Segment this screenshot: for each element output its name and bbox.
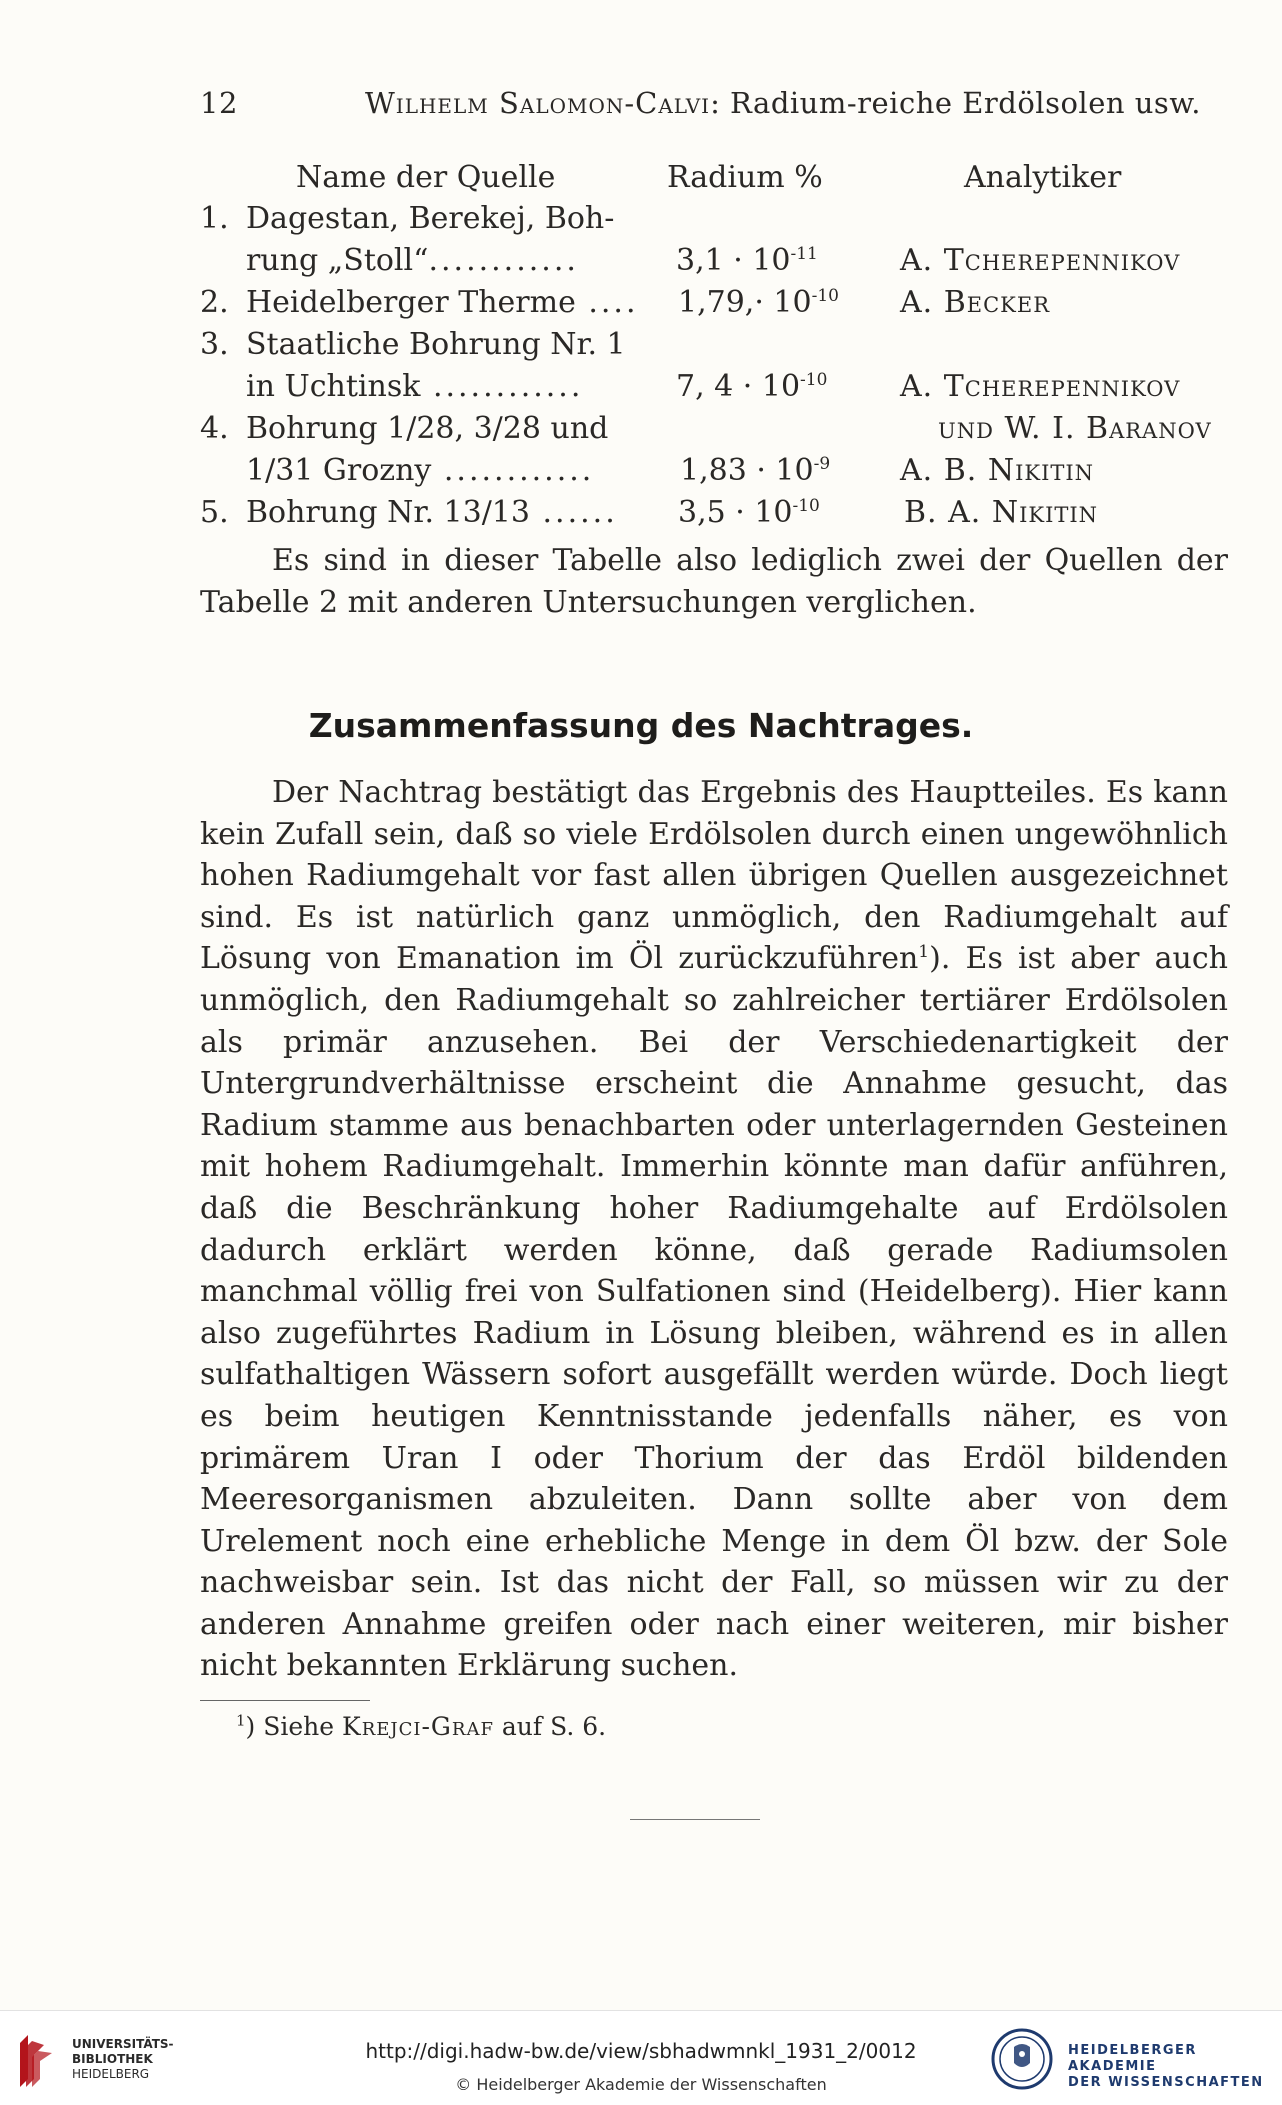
analyst: B. A. Nikitin [904, 495, 1099, 530]
radium-value: $1,83 \cdot 10^{-9}$ [680, 453, 831, 488]
table-remark: Es sind in dieser Tabelle also lediglich zwei der Quellen der Tabelle 2 mit anderen Untersuchungen verglichen. [200, 543, 1228, 620]
header-title: : Radium-reiche Erdölsolen usw. [710, 86, 1201, 120]
row-number: 2. [200, 285, 229, 320]
radium-value: 7, $4 \cdot 10^{-10}$ [676, 369, 828, 404]
row-number: 3. [200, 327, 229, 362]
scanned-page: 12 Wilhelm Salomon-Calvi: Radium-reiche Erdölsolen usw. Name der Quelle Radium % Analytiker 1. Dagestan, Berekej, Boh- rung „Stoll“............ $3,1 \cdot 10^{-11}$ A. Tcherepennikov 2. Heidelberger Therme .... $1,79,\cdot 10^{-10}$ A. Becker 3. Staatliche Bohrung Nr. 1 in Uchtinsk ............ 7, $4 \cdot 10^{-10}$ A. Tcherepennikov 4. Bohrung 1/28, 3/28 und und W. I. Baranov 1/31 Grozny ............ $1,83 \cdot 10^{-9}$ A. B. Nikitin 5. Bohrung Nr. 13/13 ...... $3,5 \cdot 10^{-10}$ B. A. Nikitin Es sind in dieser Tabelle also lediglich zwei der Quellen der Tabelle 2 mit anderen Untersuchungen verglichen. Zusammenfassung des Nachtrages. Der Nachtrag bestätigt das Ergebnis des Hauptteiles. Es kann kein Zufall sein, daß so viele Erdölsolen durch einen ungewöhnlich hohen Radiumgehalt vor fast allen übrigen Quellen ausgezeichnet sind. Es ist natürlich ganz unmöglich, den Radiumgehalt auf Lösung von Emanation im Öl zurückzuführen$^1$). Es ist aber auch unmöglich, den Radiumgehalt so zahlreicher tertiärer Erdölsolen als primär anzusehen. Bei der Verschiedenartigkeit der Untergrundverhältnisse erscheint die Annahme gesucht, das Radium stamme aus benachbarten oder unterlagernden Gesteinen mit hohem Radiumgehalt. Immerhin könnte man dafür anführen, daß die Beschränkung hoher Radiumgehalte auf Erdölsolen dadurch erklärt werden könne, daß gerade Radiumsolen manchmal völlig frei von Sulfationen sind (Heidelberg). Hier kann also zugeführtes Radium in Lösung bleiben, während es in allen sulfathaltigen Wässern sofort ausgefällt werden würde. Doch liegt es beim heutigen Kenntnisstande jedenfalls näher, es von primärem Uran I oder Thorium der das Erdöl bildenden Meeresorganismen abzuleiten. Dann sollte aber von dem Urelement noch eine erhebliche Menge in dem Öl bzw. der Sole nachweisbar sein. Ist das nicht der Fall, so müssen wir zu der anderen Annahme greifen oder nach einer weiteren, mir bisher nicht bekannten Erklärung suchen. $^1$) Siehe Krejci-Graf auf S. 6. [0, 0, 1282, 2010]
source-name: Staatliche Bohrung Nr. 1 [246, 327, 626, 362]
analyst-cont: und W. I. Baranov [938, 411, 1212, 446]
decorative-rule [630, 1819, 760, 1820]
academy-seal-logo-icon[interactable] [990, 2027, 1054, 2091]
running-title [365, 86, 1201, 120]
header-author: Wilhelm Salomon-Calvi [365, 86, 711, 120]
row-number: 4. [200, 411, 229, 446]
source-name: Dagestan, Berekej, Boh- [246, 201, 615, 236]
analyst: A. B. Nikitin [900, 453, 1095, 488]
source-name: Bohrung 1/28, 3/28 und [246, 411, 609, 446]
source-name-cont: in Uchtinsk [246, 369, 421, 404]
analyst: A. Becker [900, 285, 1051, 320]
page-number: 12 [200, 86, 238, 120]
copyright-notice: © Heidelberger Akademie der Wissenschaften [455, 2075, 827, 2094]
footnote-rule [200, 1700, 370, 1701]
radium-value: $3,1 \cdot 10^{-11}$ [676, 243, 818, 278]
col-header-analyst: Analytiker [964, 160, 1122, 195]
section-heading: Zusammenfassung des Nachtrages. [308, 706, 974, 745]
row-number: 1. [200, 201, 229, 236]
source-name: Bohrung Nr. 13/13 [246, 495, 530, 530]
viewer-footer [0, 2010, 1282, 2105]
source-name-cont: rung „Stoll“ [246, 243, 429, 278]
row-number: 5. [200, 495, 229, 530]
radium-value: $1,79,\cdot 10^{-10}$ [678, 285, 839, 320]
university-library-name[interactable]: UNIVERSITÄTS- BIBLIOTHEK HEIDELBERG [72, 2037, 174, 2081]
footnote-author: Krejci-Graf [342, 1712, 494, 1741]
academy-name[interactable]: HEIDELBERGER AKADEMIE DER WISSENSCHAFTEN [1068, 2043, 1264, 2090]
running-header [200, 86, 1201, 126]
source-name: Heidelberger Therme [246, 285, 576, 320]
analyst: A. Tcherepennikov [900, 369, 1181, 404]
body-paragraph: Der Nachtrag bestätigt das Ergebnis des Hauptteiles. Es kann kein Zufall sein, daß so viele Erdölsolen durch einen ungewöhnlich hohen Radiumgehalt vor fast allen übrigen Quellen ausgezeichnet sind. Es ist natürlich ganz unmöglich, den Radiumgehalt auf Lösung von Emanation im Öl zurückzuführen$^1$). Es ist aber auch unmöglich, den Radiumgehalt so zahlreicher tertiärer Erdölsolen als primär anzusehen. Bei der Verschiedenartigkeit der Untergrundverhältnisse erscheint die Annahme gesucht, das Radium stamme aus benachbarten oder unterlagernden Gesteinen mit hohem Radiumgehalt. Immerhin könnte man dafür anführen, daß die Beschränkung hoher Radiumgehalte auf Erdölsolen dadurch erklärt werden könne, daß gerade Radiumsolen manchmal völlig frei von Sulfationen sind (Heidelberg). Hier kann also zugeführtes Radium in Lösung bleiben, während es in allen sulfathaltigen Wässern sofort ausgefällt werden würde. Doch liegt es beim heutigen Kenntnisstande jedenfalls näher, es von primärem Uran I oder Thorium der das Erdöl bildenden Meeresorganismen abzuleiten. Dann sollte aber von dem Urelement noch eine erhebliche Menge in dem Öl bzw. der Sole nachweisbar sein. Ist das nicht der Fall, so müssen wir zu der anderen Annahme greifen oder nach einer weiteren, mir bisher nicht bekannten Erklärung suchen. [200, 775, 1228, 1684]
document-url-link[interactable]: http://digi.hadw-bw.de/view/sbhadwmnkl_1931_2/0012 [365, 2039, 917, 2063]
col-header-name: Name der Quelle [296, 160, 556, 195]
radium-value: $3,5 \cdot 10^{-10}$ [678, 495, 820, 530]
footnote: $^1$) Siehe Krejci-Graf auf S. 6. [236, 1711, 607, 1741]
col-header-radium: Radium % [667, 160, 823, 195]
source-name-cont: 1/31 Grozny [246, 453, 432, 488]
footnote-reference: 1 [918, 942, 930, 963]
analyst: A. Tcherepennikov [900, 243, 1181, 278]
